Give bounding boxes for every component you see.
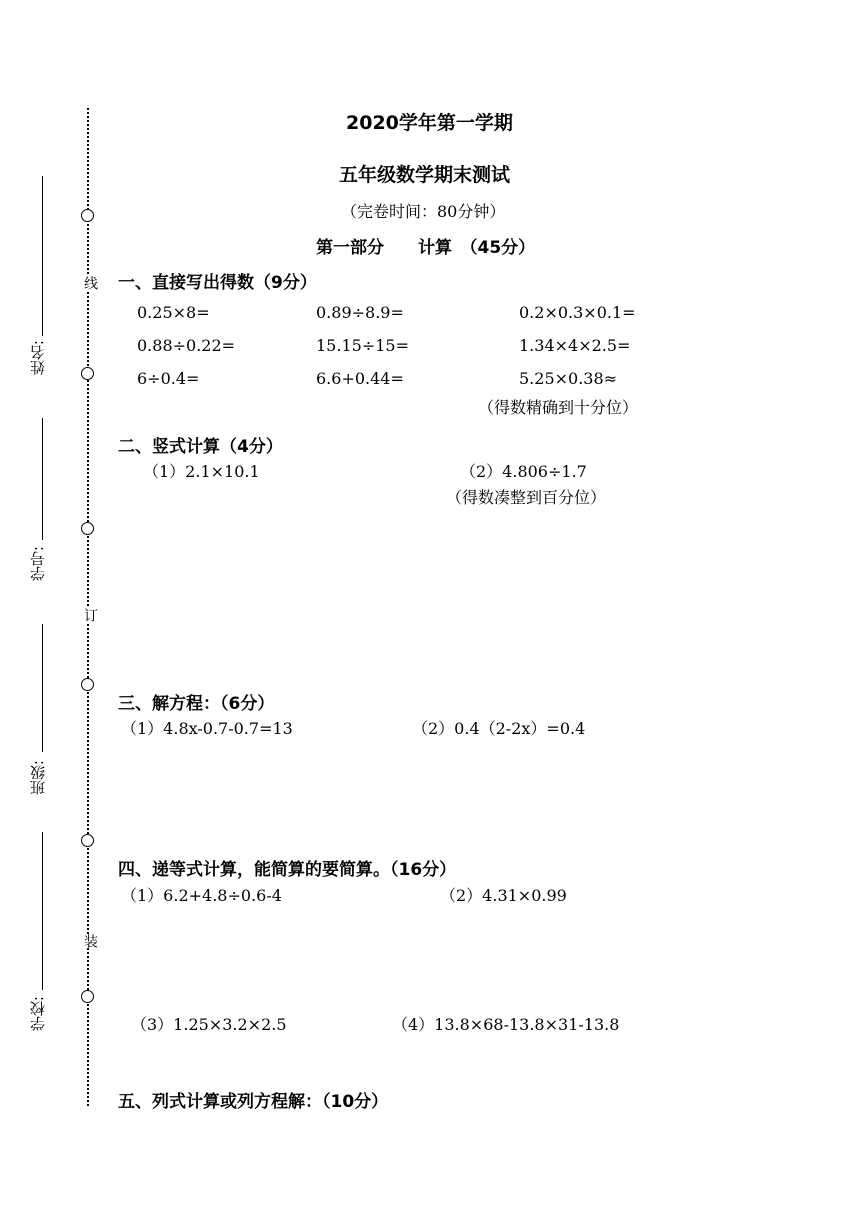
binding-char-zhuang: 装 <box>82 934 98 948</box>
problem-1-7: 6÷0.4= <box>137 369 200 388</box>
binding-hole-icon <box>81 678 94 691</box>
problem-1-8: 6.6+0.44= <box>316 369 404 388</box>
problem-4-2: （2）4.31×0.99 <box>440 886 567 905</box>
section-3-heading: 三、解方程：（6分） <box>118 694 275 714</box>
problem-1-9: 5.25×0.38≈ <box>519 369 618 388</box>
student-id-label: 学号: <box>29 546 47 582</box>
class-field-line[interactable] <box>42 624 43 752</box>
exam-term-title: 2020学年第一学期 <box>346 112 513 134</box>
school-field-line[interactable] <box>42 832 43 990</box>
section-1-note: （得数精确到十分位） <box>478 398 639 417</box>
section-1-heading: 一、直接写出得数（9分） <box>118 273 317 293</box>
exam-title: 五年级数学期末测试 <box>339 164 511 186</box>
binding-char-ding: 订 <box>82 608 98 622</box>
binding-hole-icon <box>81 522 94 535</box>
binding-hole-icon <box>81 834 94 847</box>
name-label: 姓名: <box>29 340 47 376</box>
section-2-note: （得数凑整到百分位） <box>446 488 607 507</box>
time-note: （完卷时间：80分钟） <box>341 202 506 221</box>
problem-1-4: 0.88÷0.22= <box>137 336 236 355</box>
problem-1-3: 0.2×0.3×0.1= <box>519 303 636 322</box>
section-2-heading: 二、竖式计算（4分） <box>118 437 283 457</box>
dotted-binding-line <box>87 108 89 1106</box>
binding-hole-icon <box>81 990 94 1003</box>
problem-3-2: （2）0.4（2-2x）=0.4 <box>412 719 586 738</box>
name-field-line[interactable] <box>42 176 43 336</box>
binding-char-xian: 线 <box>82 276 98 290</box>
binding-hole-icon <box>81 209 94 222</box>
problem-3-1: （1）4.8x-0.7-0.7=13 <box>121 719 293 738</box>
problem-4-1: （1）6.2+4.8÷0.6-4 <box>121 886 282 905</box>
problem-2-2: （2）4.806÷1.7 <box>460 462 587 481</box>
problem-4-4: （4）13.8×68-13.8×31-13.8 <box>392 1015 620 1034</box>
problem-1-1: 0.25×8= <box>137 303 210 322</box>
problem-1-2: 0.89÷8.9= <box>316 303 404 322</box>
binding-hole-icon <box>81 367 94 380</box>
problem-4-3: （3）1.25×3.2×2.5 <box>131 1015 287 1034</box>
section-4-heading: 四、递等式计算，能简算的要简算。（16分） <box>118 860 457 880</box>
part-one-heading: 第一部分 计算 （45分） <box>316 238 536 258</box>
problem-1-5: 15.15÷15= <box>316 336 409 355</box>
problem-1-6: 1.34×4×2.5= <box>519 336 631 355</box>
school-label: 学校: <box>29 996 47 1032</box>
student-id-field-line[interactable] <box>42 418 43 540</box>
class-label: 班级: <box>29 760 47 796</box>
problem-2-1: （1）2.1×10.1 <box>143 462 260 481</box>
section-5-heading: 五、列式计算或列方程解：（10分） <box>118 1092 389 1112</box>
